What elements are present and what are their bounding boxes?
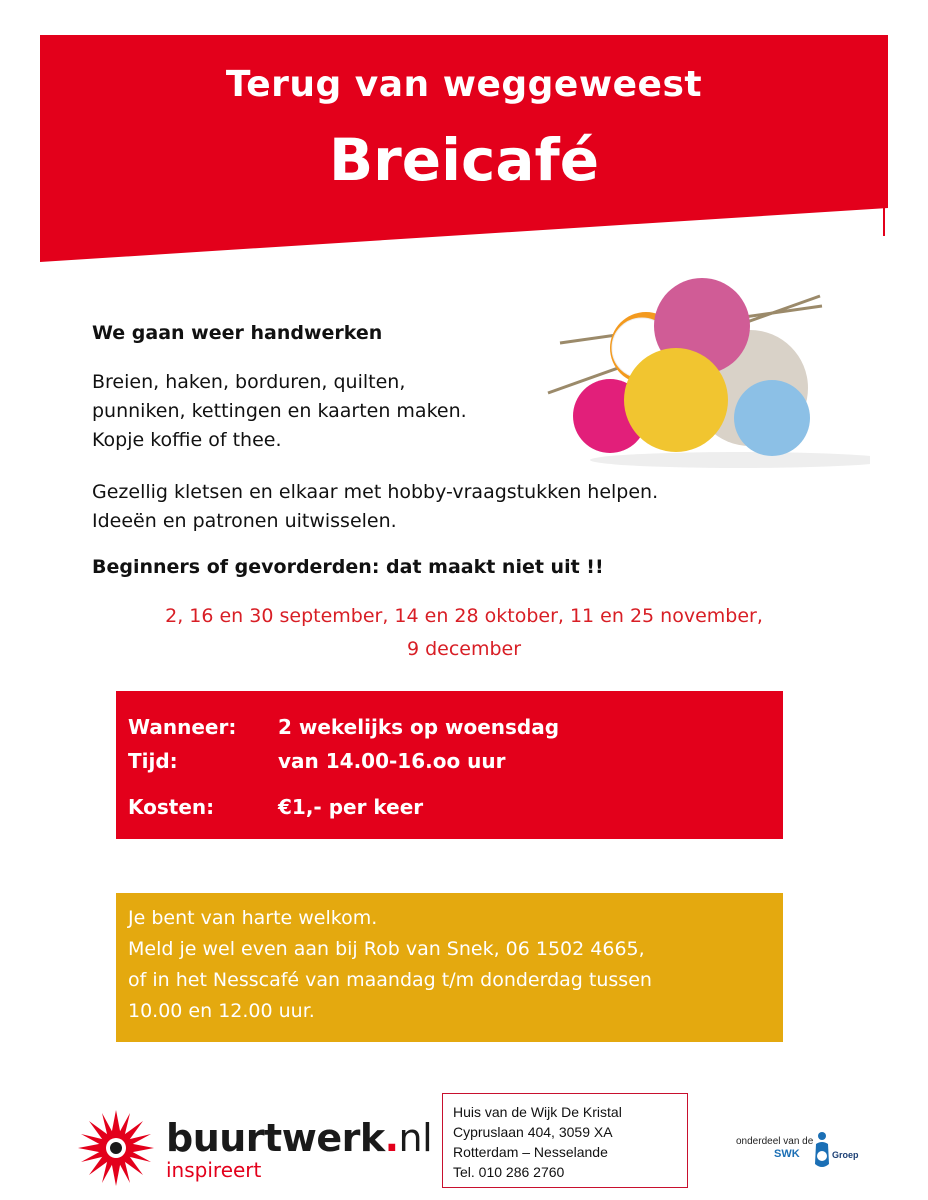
header-subtitle: Breicafé <box>328 126 600 194</box>
yarn-balls-image <box>540 278 870 478</box>
cost-label: Kosten: <box>128 795 215 819</box>
social-paragraph <box>92 478 658 536</box>
header-title: Terug van weggeweest <box>225 64 703 105</box>
sunburst-icon <box>74 1108 164 1188</box>
swk-logo <box>736 1130 876 1180</box>
text-line: Gezellig kletsen en elkaar met hobby-vraagstukken helpen. <box>92 481 659 503</box>
time-value: van 14.00-16.oo uur <box>278 749 506 773</box>
welcome-line: Je bent van harte welkom. <box>128 907 378 929</box>
welcome-box <box>116 893 783 1042</box>
person-icon <box>814 1130 834 1172</box>
brand-tagline: inspireert <box>166 1158 262 1182</box>
swk-group: Groep <box>832 1150 859 1160</box>
welcome-line: Meld je wel even aan bij Rob van Snek, 06 1502 4665, <box>128 938 645 960</box>
address-line: Tel. 010 286 2760 <box>453 1164 565 1180</box>
dates-line: 9 december <box>406 638 522 660</box>
welcome-line: 10.00 en 12.00 uur. <box>128 1000 315 1022</box>
swk-part-of: onderdeel van de <box>736 1136 814 1147</box>
address-box <box>442 1093 688 1188</box>
swk-name: SWK <box>774 1148 800 1160</box>
address-line: Cypruslaan 404, 3059 XA <box>453 1124 613 1140</box>
time-row <box>128 749 506 773</box>
beginners-line: Beginners of gevorderden: dat maakt niet uit !! <box>92 556 604 578</box>
when-row <box>128 715 559 739</box>
activities-paragraph <box>92 368 467 455</box>
when-label: Wanneer: <box>128 715 237 739</box>
dates-list <box>40 600 888 666</box>
text-line: Ideeën en patronen uitwisselen. <box>92 510 397 532</box>
info-box <box>116 691 783 839</box>
cost-row <box>128 795 423 819</box>
when-value: 2 wekelijks op woensdag <box>278 715 560 739</box>
text-line: punniken, kettingen en kaarten maken. <box>92 400 467 422</box>
cost-value: €1,- per keer <box>278 795 424 819</box>
dates-line: 2, 16 en 30 september, 14 en 28 oktober, 11 en 25 november, <box>165 605 763 627</box>
intro-heading: We gaan weer handwerken <box>92 322 383 344</box>
brand-name: buurtwerk.nl <box>166 1116 433 1160</box>
address-line: Rotterdam – Nesselande <box>453 1144 608 1160</box>
header-banner <box>0 0 928 270</box>
text-line: Kopje koffie of thee. <box>92 429 282 451</box>
welcome-line: of in het Nesscafé van maandag t/m donderdag tussen <box>128 969 652 991</box>
text-line: Breien, haken, borduren, quilten, <box>92 371 406 393</box>
buurtwerk-logo <box>74 1108 433 1188</box>
address-line: Huis van de Wijk De Kristal <box>453 1104 622 1120</box>
time-label: Tijd: <box>128 749 178 773</box>
